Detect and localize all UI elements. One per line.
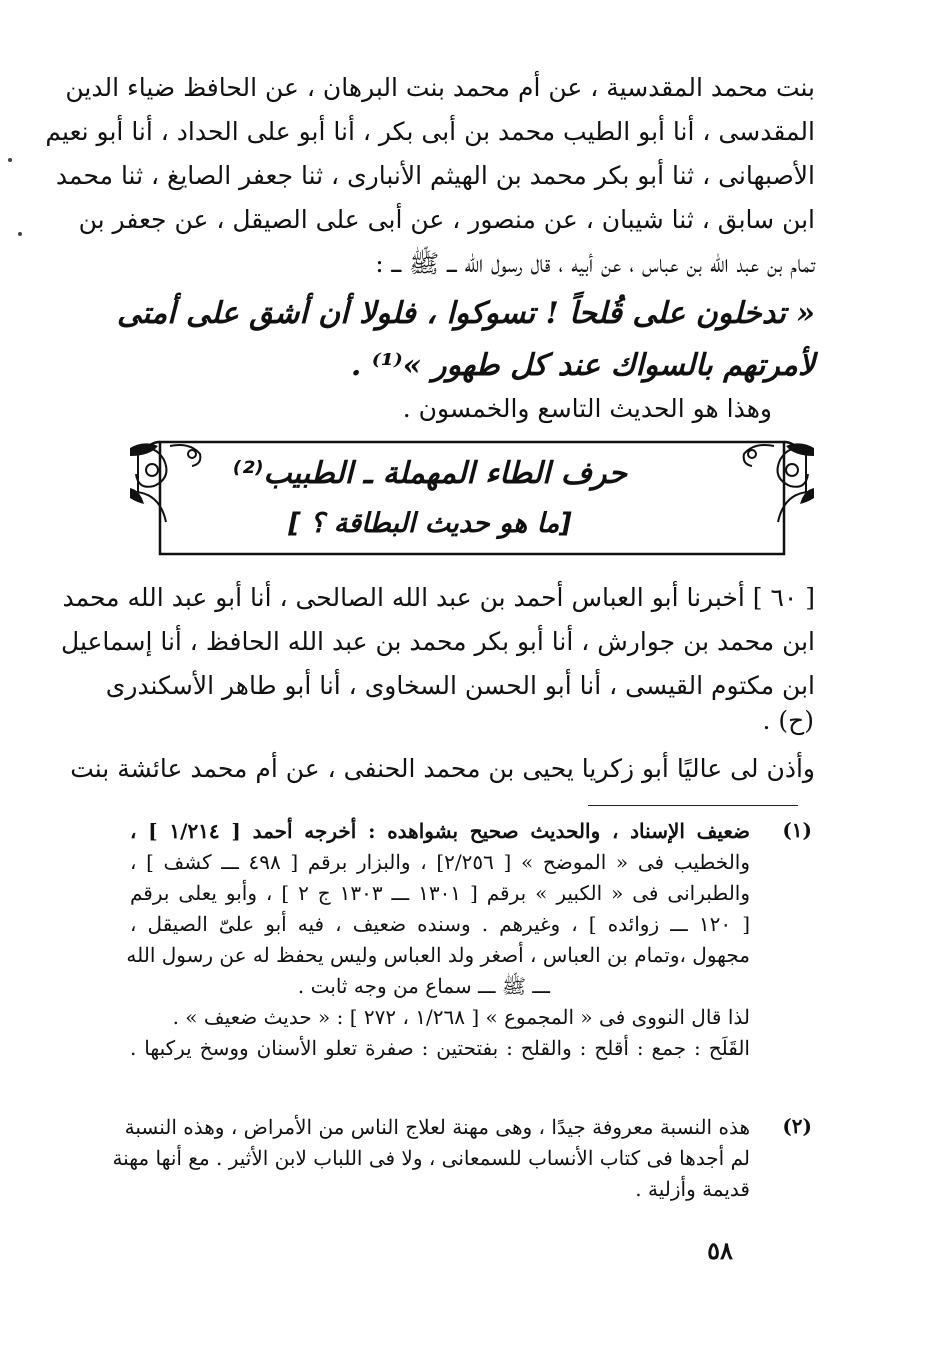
footnote-number: (١): [782, 818, 812, 842]
footnote-separator: [588, 805, 798, 806]
footnote-2: [112, 1112, 750, 1205]
footnote-line: ـــ ﷺ ـــ سماع من وجه ثابت .: [297, 974, 550, 998]
scan-mark: [18, 232, 22, 236]
footnote-line: ضعيف الإسناد ، والحديث صحيح بشواهده : أخرجه أحمد [ ١/٢١٤ ] ،: [130, 819, 751, 843]
footnote-line: هذه النسبة معروفة جيدًا ، وهى مهنة لعلاج الناس من الأمراض ، وهذه النسبة: [124, 1115, 750, 1139]
text-line: بنت محمد المقدسية ، عن أم محمد بنت البرهان ، عن الحافظ ضياء الدين: [65, 73, 815, 102]
chapter-title: حرف الطاء المهملة ـ الطبيب⁽²⁾: [232, 456, 628, 491]
closing-line: وهذا هو الحديث التاسع والخمسون .: [402, 394, 772, 423]
footnote-line: قديمة وأزلية .: [635, 1177, 750, 1201]
footnote-number: (٢): [782, 1114, 812, 1138]
footnote-line: [ ١٢٠ ـــ زوائده ] ، وغيرهم . وسنده ضعيف ، فيه أبو علىّ الصيقل ،: [130, 912, 750, 936]
text-line: ابن محمد بن جوارش ، أنا أبو بكر محمد بن عبد الله الحافظ ، أنا إسماعيل: [61, 627, 815, 656]
footnote-line: لذا قال النووى فى « المجموع » [ ١/٢٦٨ ، ٢٧٢ ] : « حديث ضعيف » .: [172, 1005, 750, 1029]
text-line: الأصبهانى ، ثنا أبو بكر محمد بن الهيثم الأنبارى ، ثنا جعفر الصايغ ، ثنا محمد: [55, 161, 815, 190]
footnote-1: [126, 816, 751, 1064]
footnote-line: لم أجدها فى كتاب الأنساب للسمعانى ، ولا فى اللباب لابن الأثير . مع أنها مهنة: [112, 1146, 750, 1170]
scan-mark: [8, 158, 12, 162]
footnote-line: القَلَح : جمع : أقلح : والقلح : بفتحتين : صفرة تعلو الأسنان ووسخ يركبها .: [130, 1036, 750, 1060]
ha-marker: (ح) .: [762, 706, 814, 735]
hadith-60-paragraph: [61, 576, 815, 708]
hadith-quote: [117, 288, 815, 392]
quote-line: لأمرتهم بالسواك عند كل طهور »⁽¹⁾ .: [350, 348, 815, 383]
text-line: ابن مكتوم القيسى ، أنا أبو الحسن السخاوى ، أنا أبو طاهر الأسكندرى: [105, 671, 815, 700]
adhina-line: وأذن لى عاليًا أبو زكريا يحيى بن محمد الحنفى ، عن أم محمد عائشة بنت: [70, 754, 815, 783]
footnote-line: والطبرانى فى « الكبير » برقم [ ١٣٠١ ـــ ١٣٠٣ ج ٢ ] ، وأبو يعلى برقم: [130, 881, 751, 905]
text-line: [ ٦٠ ] أخبرنا أبو العباس أحمد بن عبد الله الصالحى ، أنا أبو عبد الله محمد: [62, 583, 815, 612]
text-line: تمام بن عبد الله بن عباس ، عن أبيه ، قال رسول الله ـــ ﷺ ـــ :: [375, 249, 815, 278]
text-line: المقدسى ، أنا أبو الطيب محمد بن أبى بكر ، أنا أبو على الحداد ، أنا أبو نعيم: [45, 117, 815, 146]
quote-line: « تدخلون على قُلحاً ! تسوكوا ، فلولا أن أشق على أمتى: [117, 296, 815, 331]
chapter-subtitle: [ما هو حديث البطاقة ؟ ]: [288, 508, 572, 539]
isnad-paragraph: [45, 66, 815, 286]
text-line: ابن سابق ، ثنا شيبان ، عن منصور ، عن أبى على الصيقل ، عن جعفر بن: [78, 205, 815, 234]
footnote-line: والخطيب فى « الموضح » [ ٢/٢٥٦] ، والبزار برقم [ ٤٩٨ ـــ كشف ] ،: [130, 850, 751, 874]
page-number: ٥٨: [707, 1236, 733, 1265]
footnote-line: مجهول ،وتمام بن العباس ، أصغر ولد العباس وليس يحفظ له عن رسول الله: [126, 943, 750, 967]
